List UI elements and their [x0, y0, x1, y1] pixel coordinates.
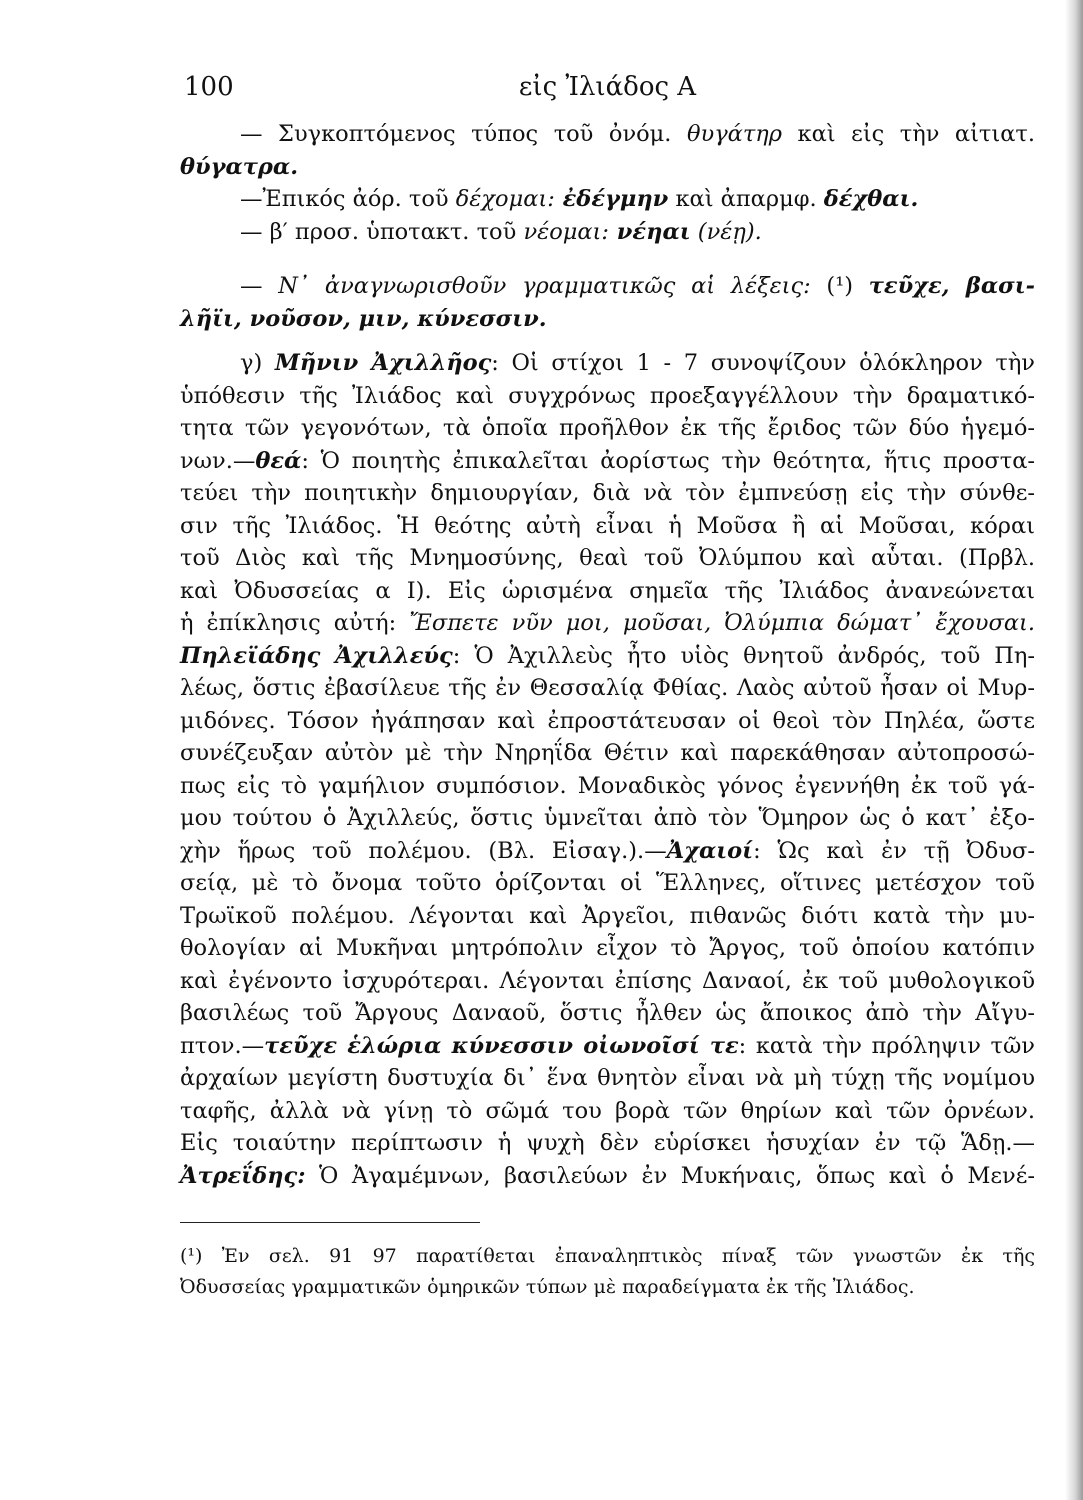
text-line: Πηλεϊάδης Ἀχιλλεύς: Ὁ Ἀχιλλεὺς ἦτο υἱὸς θνητοῦ ἀνδρός, τοῦ Πη- [180, 642, 1035, 669]
note-line: — β′ προσ. ὑποτακτ. τοῦ νέομαι: νέηαι (νέῃ). [240, 218, 762, 245]
grammar-notes [180, 118, 1035, 335]
page-header [180, 68, 1035, 118]
text-line: τεύει τὴν ποιητικὴν δημιουργίαν, διὰ νὰ τὸν ἐμπνεύσῃ εἰς τὴν σύνθε- [180, 480, 1035, 506]
text-line: σιν τῆς Ἰλιάδος. Ἡ θεότης αὐτὴ εἶναι ἡ Μοῦσα ἢ αἱ Μοῦσαι, κόραι [180, 512, 1035, 539]
text-line: πως εἰς τὸ γαμήλιον συμπόσιον. Μοναδικὸς γόνος ἐγεννήθη ἐκ τοῦ γά- [180, 772, 1035, 799]
text-line: μου τούτου ὁ Ἀχιλλεύς, ὅστις ὑμνεῖται ἀπὸ τὸν Ὅμηρον ὡς ὁ κατ᾿ ἐξο- [180, 805, 1035, 831]
text-line: τοῦ Διὸς καὶ τῆς Μνημοσύνης, θεαὶ τοῦ Ὀλύμπου καὶ αὗται. (Πρβλ. [180, 545, 1035, 571]
note-line: —Ἐπικός ἀόρ. τοῦ δέχομαι: ἐδέγμην καὶ ἀπαρμφ. δέχθαι. [240, 186, 919, 212]
text-line: χὴν ἥρως τοῦ πολέμου. (Βλ. Εἰσαγ.).—Ἀχαιοί: Ὡς καὶ ἐν τῇ Ὀδυσ- [180, 837, 1035, 864]
text-line: μιδόνες. Τόσον ἠγάπησαν καὶ ἐπροστάτευσαν οἱ θεοὶ τὸν Πηλέα, ὥστε [180, 707, 1035, 734]
text-line: νων.—θεά: Ὁ ποιητὴς ἐπικαλεῖται ἀορίστως τὴν θεότητα, ἥτις προστα- [180, 447, 1035, 474]
text-line: θολογίαν αἱ Μυκῆναι μητρόπολιν εἶχον τὸ Ἄργος, τοῦ ὁποίου κατόπιν [180, 935, 1035, 961]
page-number: 100 [184, 72, 234, 102]
text-line: Εἰς τοιαύτην περίπτωσιν ἡ ψυχὴ δὲν εὑρίσκει ἡσυχίαν ἐν τῷ Ἅδῃ.— [180, 1130, 1035, 1156]
text-line: πτον.—τεῦχε ἑλώρια κύνεσσιν οἰωνοῖσί τε: κατὰ τὴν πρόληψιν τῶν [180, 1032, 1035, 1059]
footnote-rule [180, 1222, 480, 1223]
footnote-line: Ὀδυσσείας γραμματικῶν ὁμηρικῶν τύπων μὲ παραδείγματα ἐκ τῆς Ἰλιάδος. [180, 1276, 915, 1298]
footnote-line: (¹) Ἐν σελ. 91 97 παρατίθεται ἐπαναληπτικὸς πίναξ τῶν γνωστῶν ἐκ τῆς [180, 1245, 1035, 1267]
text-line: ἡ ἐπίκλησις αὐτή: Ἔσπετε νῦν μοι, μοῦσαι, Ὀλύμπια δώματ᾿ ἔχουσαι. [180, 610, 1035, 636]
text-line: καὶ ἐγένοντο ἰσχυρότεραι. Λέγονται ἐπίσης Δαναοί, ἐκ τοῦ μυθολογικοῦ [180, 967, 1035, 994]
text-line: σείᾳ, μὲ τὸ ὄνομα τοῦτο ὁρίζονται οἱ Ἕλληνες, οἵτινες μετέσχον τοῦ [180, 870, 1035, 896]
text-line: βασιλέως τοῦ Ἄργους Δαναοῦ, ὅστις ἦλθεν ὡς ἄποικος ἀπὸ τὴν Αἴγυ- [180, 1000, 1035, 1026]
note-line: θύγατρα. [180, 153, 299, 180]
running-title: εἰς Ἰλιάδος Α [518, 72, 697, 102]
text-line: καὶ Ὀδυσσείας α Ι). Εἰς ὡρισμένα σημεῖα τῆς Ἰλιάδος ἀνανεώνεται [180, 577, 1035, 604]
text-line: τητα τῶν γεγονότων, τὰ ὁποῖα προῆλθον ἐκ τῆς ἔριδος τῶν δύο ἡγεμό- [180, 415, 1035, 441]
book-page [180, 68, 1035, 1303]
text-line: ὑπόθεσιν τῆς Ἰλιάδος καὶ συγχρόνως προεξαγγέλλουν τὴν δραματικό- [180, 382, 1035, 409]
text-line: γ) Μῆνιν Ἀχιλλῆος: Οἱ στίχοι 1 - 7 συνοψίζουν ὁλόκληρον τὴν [240, 350, 1035, 376]
footnote [180, 1241, 1035, 1303]
text-line: Τρωϊκοῦ πολέμου. Λέγονται καὶ Ἀργεῖοι, πιθανῶς διότι κατὰ τὴν μυ- [180, 902, 1035, 929]
note-line: — Συγκοπτόμενος τύπος τοῦ ὀνόμ. θυγάτηρ καὶ εἰς τὴν αἰτιατ. [240, 121, 1035, 147]
text-line: συνέζευξαν αὐτὸν μὲ τὴν Νηρηΐδα Θέτιν καὶ παρεκάθησαν αὐτοπροσώ- [180, 740, 1035, 766]
scan-page-edge [1065, 0, 1083, 1500]
commentary-paragraph [180, 347, 1035, 1192]
text-line: λέως, ὅστις ἐβασίλευε τῆς ἐν Θεσσαλίᾳ Φθίας. Λαὸς αὐτοῦ ἦσαν οἱ Μυρ- [180, 675, 1035, 701]
footnote-marker: (¹) [180, 1245, 203, 1267]
text-line: ἀρχαίων μεγίστη δυστυχία δι᾿ ἕνα θνητὸν εἶναι νὰ μὴ τύχῃ τῆς νομίμου [180, 1065, 1035, 1091]
exercise-line: — Ν᾿ ἀναγνωρισθοῦν γραμματικῶς αἱ λέξεις: (¹) τεῦχε, βασι- [240, 273, 1035, 299]
text-line: ταφῆς, ἀλλὰ νὰ γίνῃ τὸ σῶμά του βορὰ τῶν θηρίων καὶ τῶν ὀρνέων. [180, 1097, 1035, 1124]
text-line: Ἀτρεΐδης: Ὁ Ἀγαμέμνων, βασιλεύων ἐν Μυκήναις, ὅπως καὶ ὁ Μενέ- [180, 1162, 1035, 1189]
exercise-line: λῆϊι, νοῦσον, μιν, κύνεσσιν. [180, 305, 547, 332]
